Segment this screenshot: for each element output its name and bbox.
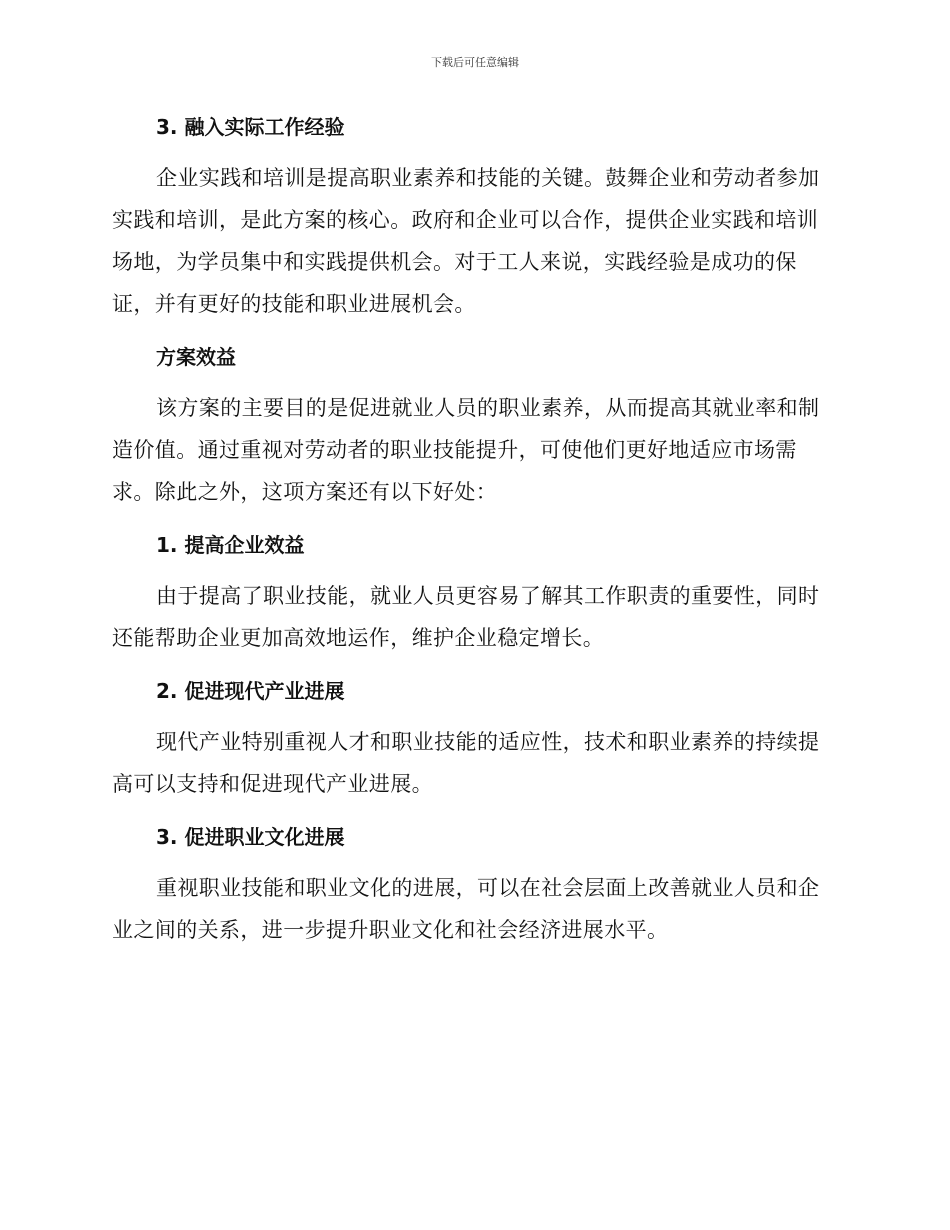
section-heading-practical-experience: 3. 融入实际工作经验: [156, 115, 345, 139]
section-paragraph-enterprise-benefits: 由于提高了职业技能，就业人员更容易了解其工作职责的重要性，同时还能帮助企业更加高效地运作，维护企业稳定增长。: [112, 584, 820, 650]
section-heading-plan-benefits: 方案效益: [156, 345, 236, 369]
section-paragraph-professional-culture: 重视职业技能和职业文化的进展，可以在社会层面上改善就业人员和企业之间的关系，进一步提升职业文化和社会经济进展水平。: [112, 876, 820, 942]
document-body: [112, 111, 832, 951]
page-header: 下载后可任意编辑: [431, 56, 519, 69]
section-paragraph-plan-benefits: 该方案的主要目的是促进就业人员的职业素养，从而提高其就业率和制造价值。通过重视对劳动者的职业技能提升，可使他们更好地适应市场需求。除此之外，这项方案还有以下好处：: [112, 396, 820, 504]
section-paragraph-practical-experience: 企业实践和培训是提高职业素养和技能的关键。鼓舞企业和劳动者参加实践和培训，是此方案的核心。政府和企业可以合作，提供企业实践和培训场地，为学员集中和实践提供机会。对于工人来说，实践经验是成功的保证，并有更好的技能和职业进展机会。: [112, 166, 820, 316]
section-heading-professional-culture: 3. 促进职业文化进展: [156, 825, 345, 849]
section-paragraph-modern-industry: 现代产业特别重视人才和职业技能的适应性，技术和职业素养的持续提高可以支持和促进现代产业进展。: [112, 730, 820, 796]
section-heading-modern-industry: 2. 促进现代产业进展: [156, 679, 345, 703]
section-heading-enterprise-benefits: 1. 提高企业效益: [156, 533, 305, 557]
